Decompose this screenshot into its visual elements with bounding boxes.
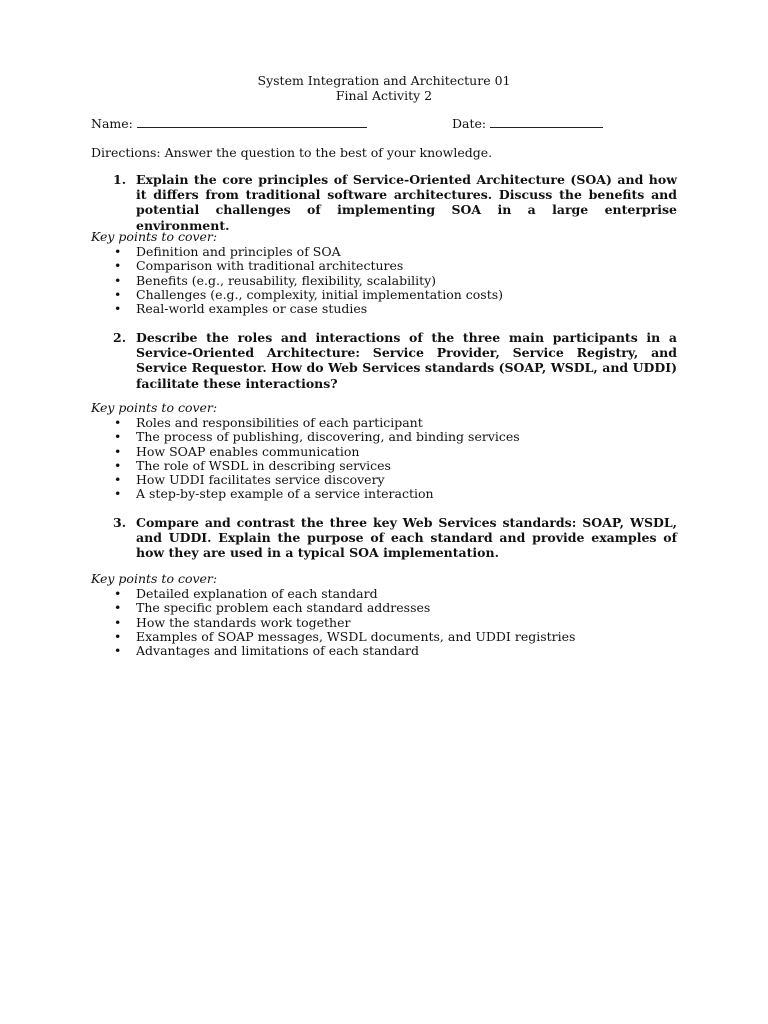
bullet-icon: • [114,614,122,630]
document-title: System Integration and Architecture 01 [257,73,511,88]
bullet-icon: • [114,272,122,288]
list-item: • How SOAP enables communication [114,443,360,459]
key-points-label: Key points to cover: [91,229,218,244]
date-label: Date: [452,116,487,131]
question-number: 3. [113,515,127,530]
list-item: • The specific problem each standard addresses [114,600,431,616]
list-item: • The role of WSDL in describing services [114,457,391,473]
bullet-icon: • [114,600,122,616]
bullet-icon: • [114,643,122,659]
list-item: • A step-by-step example of a service interaction [114,486,434,502]
list-item: • Real-world examples or case studies [114,301,368,317]
key-points-list [113,245,503,316]
list-item: • How UDDI facilitates service discovery [114,472,385,488]
question-text: Explain the core principles of Service-Oriented Architecture (SOA) and how it differs from traditional software architectures. Discuss the benefits and potential challenges of implementing SOA in a large enterprise environment. [136,172,677,233]
list-item: • Examples of SOAP messages, WSDL documents, and UDDI registries [114,628,576,644]
list-item: • Advantages and limitations of each standard [114,643,420,659]
question-2 [113,330,677,391]
question-number: 2. [113,330,127,345]
bullet-icon: • [114,628,122,644]
question-text: Compare and contrast the three key Web Services standards: SOAP, WSDL, and UDDI. Explain the purpose of each standard and provide examples of how they are used in a typical SOA implementation. [136,515,677,561]
bullet-icon: • [114,486,122,502]
question-3 [113,515,677,561]
list-item: • The process of publishing, discovering, and binding services [114,429,520,445]
key-points-label: Key points to cover: [91,571,218,586]
question-1 [113,172,677,233]
list-item: • Benefits (e.g., reusability, flexibility, scalability) [114,272,437,288]
name-label: Name: [91,116,133,131]
list-item: • Challenges (e.g., complexity, initial implementation costs) [114,286,504,302]
key-points-list [113,587,575,658]
bullet-icon: • [114,286,122,302]
bullet-icon: • [114,244,122,259]
question-text: Describe the roles and interactions of the three main participants in a Service-Oriented Architecture: Service Provider, Service Registry, and Service Requestor. How do Web Services standards (SOAP, WSDL, and UDDI) facilitate these interactions? [136,330,677,391]
bullet-icon: • [114,301,122,317]
name-blank-line [137,116,367,128]
bullet-icon: • [114,457,122,473]
list-item: • Roles and responsibilities of each participant [114,415,423,430]
list-item: • How the standards work together [114,614,351,630]
document-header [0,73,768,103]
list-item: • Detailed explanation of each standard [114,586,378,601]
directions-text: Directions: Answer the question to the best of your knowledge. [91,145,493,160]
bullet-icon: • [114,415,122,430]
question-number: 1. [113,172,127,187]
list-item: • Definition and principles of SOA [114,244,341,259]
date-field [452,116,603,131]
bullet-icon: • [114,443,122,459]
bullet-icon: • [114,429,122,445]
bullet-icon: • [114,258,122,274]
list-item: • Comparison with traditional architectures [114,258,404,274]
document-subtitle: Final Activity 2 [335,88,433,103]
key-points-list [113,416,520,502]
bullet-icon: • [114,472,122,488]
name-field [91,116,367,131]
key-points-label: Key points to cover: [91,400,218,415]
date-blank-line [490,116,603,128]
bullet-icon: • [114,586,122,601]
